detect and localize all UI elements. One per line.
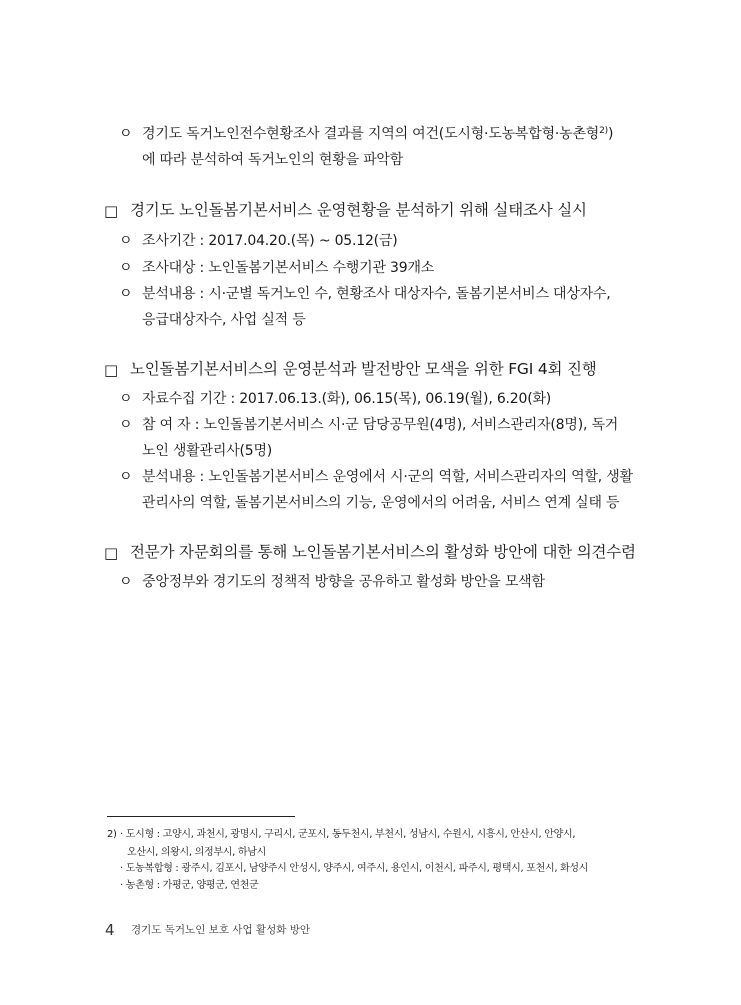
intro-line-1-close: ) [607,126,614,142]
section-2-item-3-bullet: ㅇ [119,469,133,485]
section-1-item-3-line-1: 분석내용 : 시·군별 독거노인 수, 현황조사 대상자수, 돌봄기본서비스 대상자수, [142,286,611,302]
section-2-item-2-line-1: 참 여 자 : 노인돌봄기본서비스 시·군 담당공무원(4명), 서비스관리자(8명), 독거 [142,417,619,433]
section-3-item-1-bullet: ㅇ [119,574,133,590]
intro-line-1-text: 경기도 독거노인전수현황조사 결과를 지역의 여건(도시형·도농복합형·농촌형 [142,126,600,142]
section-1-item-1-line-1: 조사기간 : 2017.04.20.(목) ~ 05.12(금) [142,233,398,249]
section-1-title: 경기도 노인돌봄기본서비스 운영현황을 분석하기 위해 실태조사 실시 [130,201,587,219]
footnote-line-1: · 도시형 : 고양시, 과천시, 광명시, 구리시, 군포시, 동두천시, 부천시, 성남시, 수원시, 시흥시, 안산시, 안양시, [120,829,576,840]
section-2-title: 노인돌봄기본서비스의 운영분석과 발전방안 모색을 위한 FGI 4회 진행 [130,360,597,378]
footnote-line-3: · 도농복합형 : 광주시, 김포시, 남양주시 안성시, 양주시, 여주시, 용인시, 이천시, 파주시, 평택시, 포천시, 화성시 [120,863,589,874]
section-1-item-1-bullet: ㅇ [119,233,133,249]
footnote-line-4: · 농촌형 : 가평군, 양평군, 연천군 [120,880,259,891]
section-1-item-3-line-2: 응급대상자수, 사업 실적 등 [142,312,306,328]
section-2-item-1-bullet: ㅇ [119,391,133,407]
section-1-marker: □ [104,202,119,220]
section-3-title: 전문가 자문회의를 통해 노인돌봄기본서비스의 활성화 방안에 대한 의견수렴 [130,543,636,561]
footnote-number: 2) [107,829,117,840]
footnote-line-2: 오산시, 의왕시, 의정부시, 하남시 [127,847,266,858]
footnote-divider [107,816,295,817]
section-2-item-3-line-1: 분석내용 : 노인돌봄기본서비스 운영에서 시·군의 역할, 서비스관리자의 역할, 생활 [142,469,633,485]
section-2-item-2-bullet: ㅇ [119,417,133,433]
section-3-item-1-line-1: 중앙정부와 경기도의 정책적 방향을 공유하고 활성화 방안을 모색함 [142,574,545,590]
running-footer-title: 경기도 독거노인 보호 사업 활성화 방안 [131,924,310,936]
section-1-item-2-line-1: 조사대상 : 노인돌봄기본서비스 수행기관 39개소 [142,260,435,276]
intro-line-1 [142,124,613,144]
section-2-item-1-line-1: 자료수집 기간 : 2017.06.13.(화), 06.15(목), 06.19(월), 6.20(화) [142,391,552,407]
page-number: 4 [105,921,115,939]
section-1-item-3-bullet: ㅇ [119,286,133,302]
intro-bullet: ㅇ [119,126,133,142]
footnote-ref[interactable]: 2) [599,126,608,136]
intro-line-2: 에 따라 분석하여 독거노인의 현황을 파악함 [142,152,404,168]
section-1-item-2-bullet: ㅇ [119,260,133,276]
section-3-marker: □ [104,544,119,562]
section-2-marker: □ [104,361,119,379]
section-2-item-3-line-2: 관리사의 역할, 돌봄기본서비스의 기능, 운영에서의 어려움, 서비스 연계 실태 등 [142,495,620,511]
section-2-item-2-line-2: 노인 생활관리사(5명) [142,443,273,459]
